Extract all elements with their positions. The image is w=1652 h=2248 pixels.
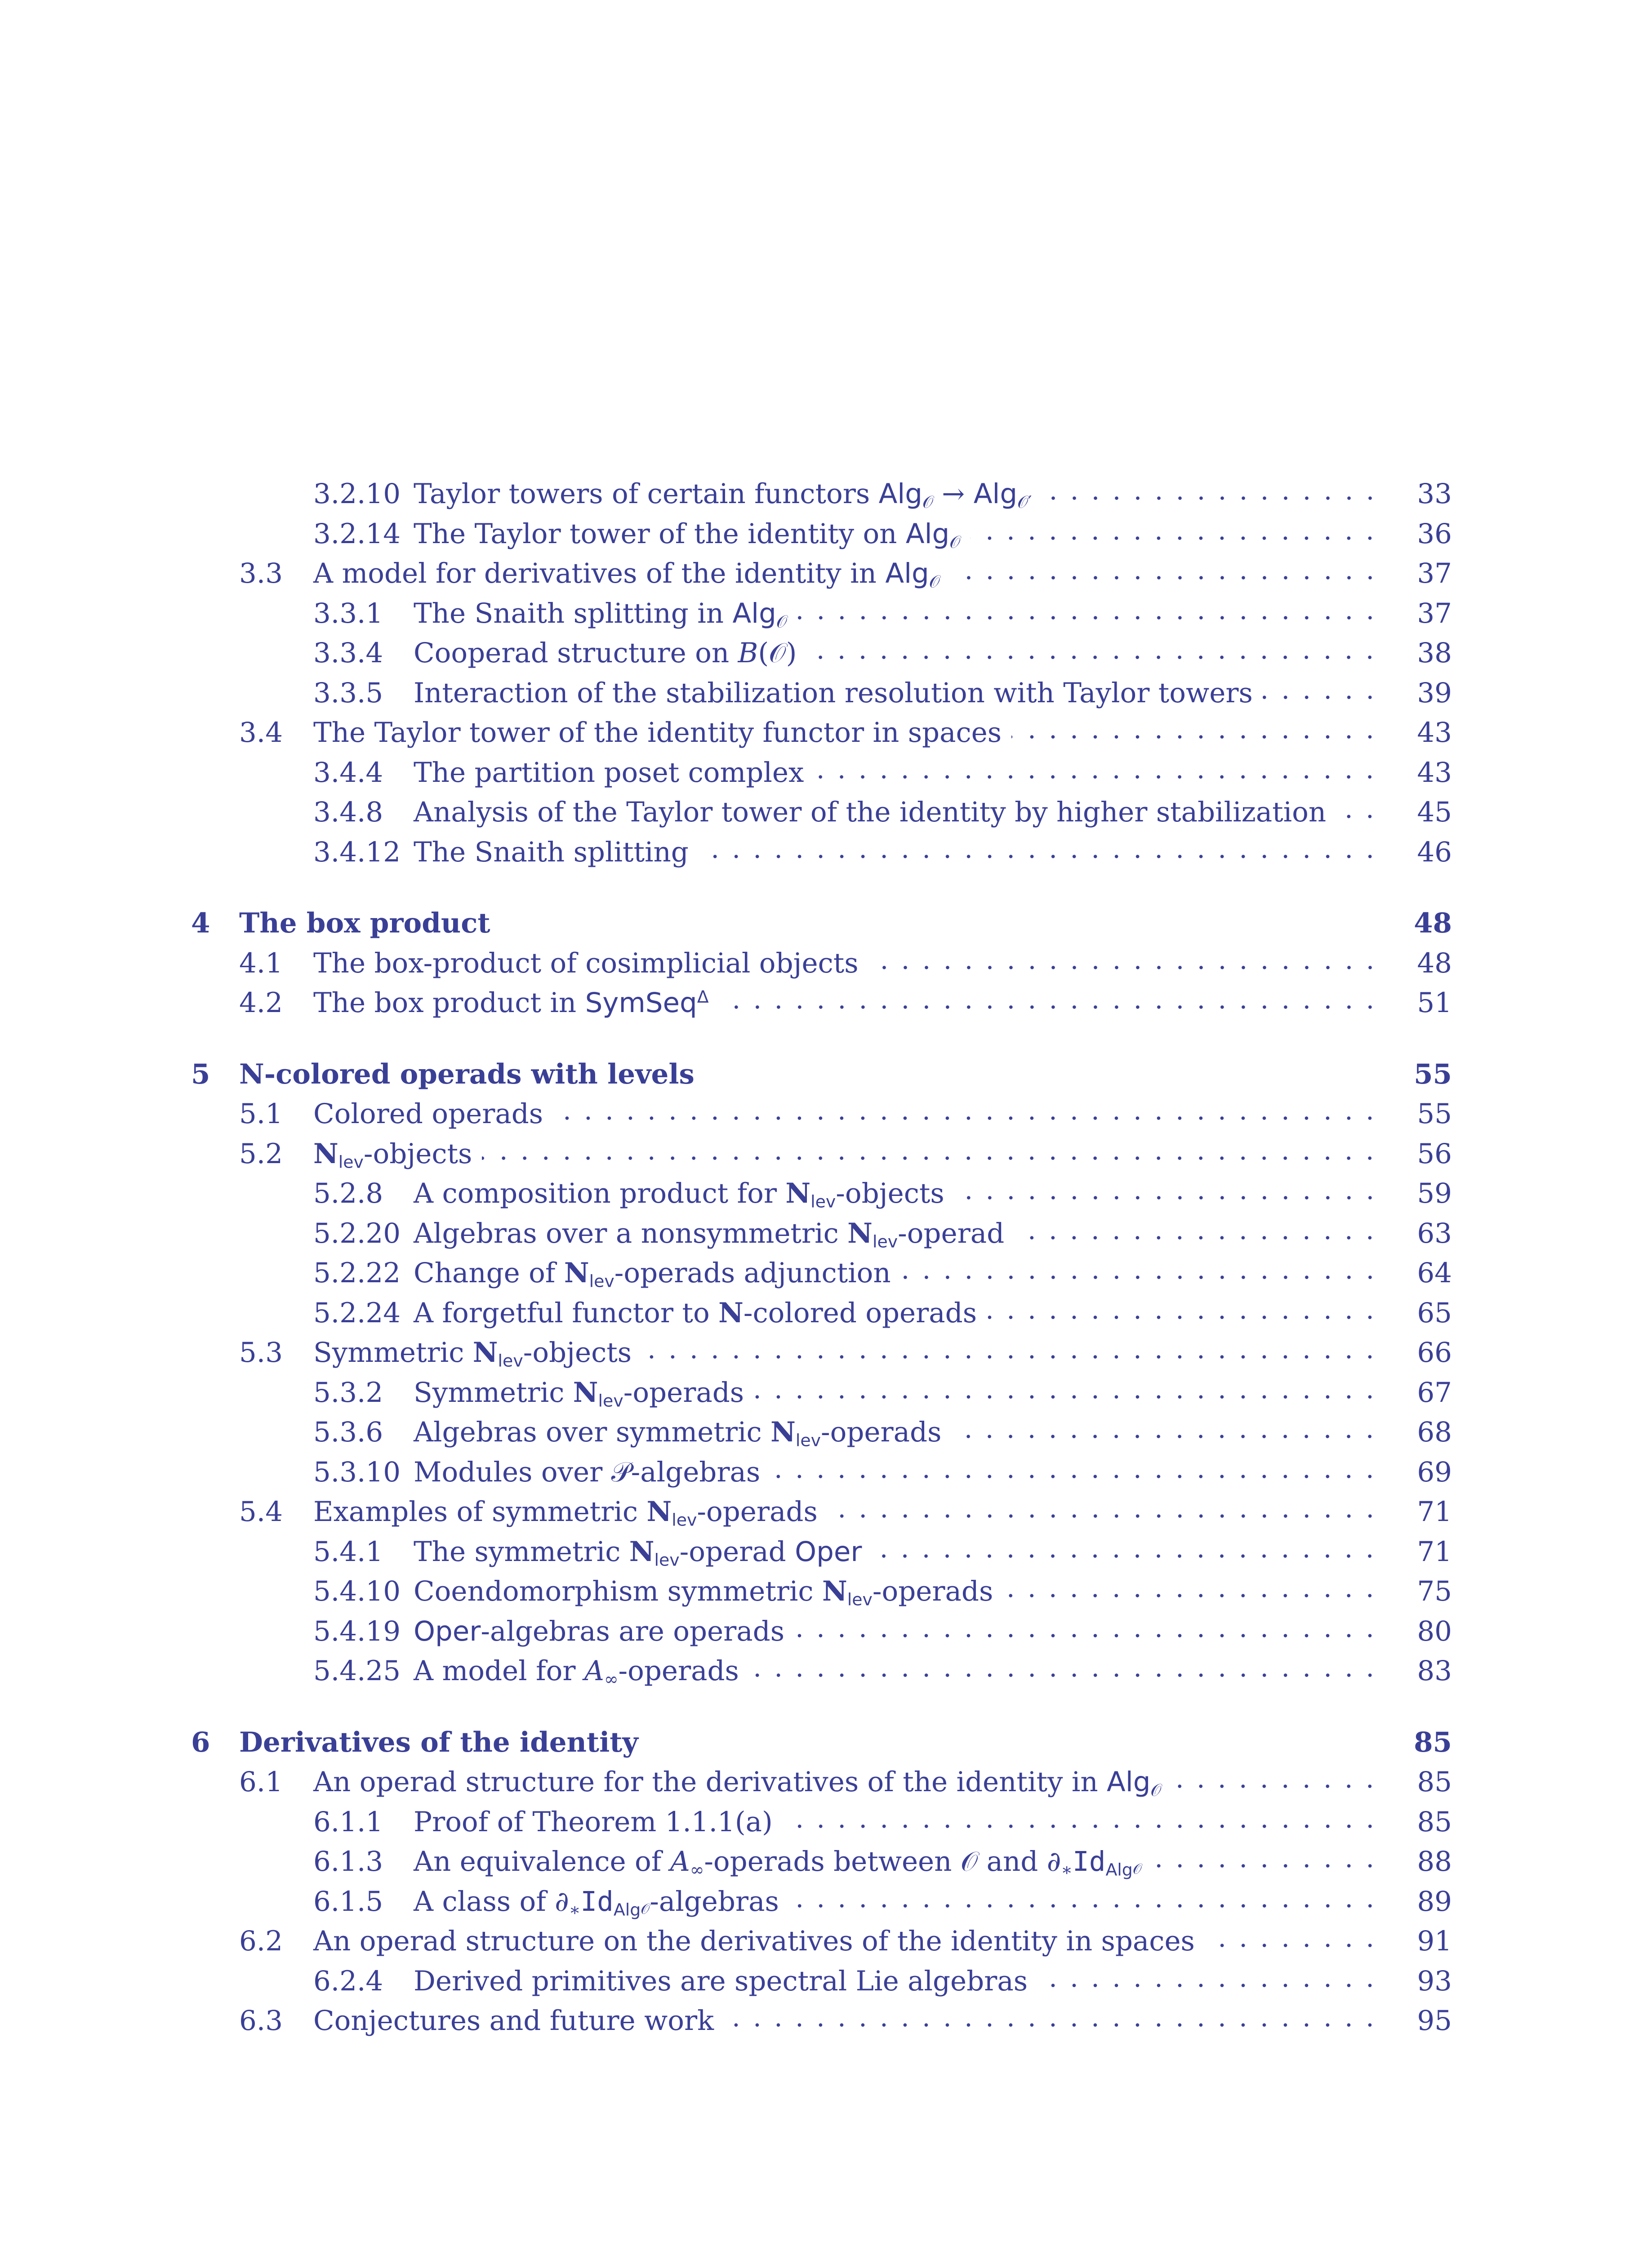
toc-entry-title bbox=[414, 674, 1383, 713]
toc-entry[interactable] bbox=[0, 1333, 1652, 1373]
title-fragment: -algebras bbox=[650, 1886, 779, 1918]
dot-leader bbox=[954, 1195, 1380, 1200]
title-fragment: Alg bbox=[905, 518, 950, 550]
toc-entry-title bbox=[313, 944, 1383, 983]
toc-entry-title bbox=[414, 474, 1383, 514]
toc-page-number: 85 bbox=[1417, 1766, 1452, 1798]
dot-leader bbox=[553, 1116, 1380, 1120]
title-fragment: Alg bbox=[732, 598, 776, 629]
title-fragment: 𝒪′ bbox=[1017, 492, 1032, 512]
toc-page-number: 43 bbox=[1417, 717, 1452, 749]
title-fragment: -operads bbox=[618, 1655, 739, 1687]
title-fragment: Taylor towers of certain functors bbox=[414, 478, 879, 510]
toc-entry-title bbox=[313, 983, 1383, 1023]
toc-entry[interactable] bbox=[0, 1413, 1652, 1452]
title-fragment: (𝒪) bbox=[758, 637, 797, 669]
toc-page-number: 89 bbox=[1417, 1886, 1452, 1918]
toc-page-number: 85 bbox=[1417, 1806, 1452, 1838]
toc-entry[interactable] bbox=[0, 1962, 1652, 2001]
dot-leader bbox=[641, 1355, 1380, 1359]
title-fragment: -objects bbox=[836, 1178, 944, 1209]
toc-entry-title bbox=[313, 2001, 1383, 2041]
title-fragment: → bbox=[933, 478, 974, 510]
toc-entry-number: 6.2.4 bbox=[313, 1965, 383, 1997]
dot-leader bbox=[1263, 695, 1380, 700]
title-fragment: N bbox=[564, 1257, 589, 1289]
title-fragment: lev bbox=[498, 1351, 523, 1371]
title-fragment: N bbox=[629, 1536, 655, 1568]
toc-entry[interactable] bbox=[0, 1762, 1652, 1802]
toc-entry-title bbox=[414, 1802, 1383, 1842]
toc-entry-number: 3.3.1 bbox=[313, 598, 383, 629]
title-fragment: Modules over bbox=[414, 1456, 611, 1488]
title-fragment: The Snaith splitting bbox=[414, 836, 689, 868]
toc-entry[interactable] bbox=[0, 944, 1652, 983]
toc-entry-number: 4 bbox=[191, 907, 210, 939]
dot-leader bbox=[970, 536, 1380, 540]
toc-entry-number: 3.2.14 bbox=[313, 518, 401, 550]
dot-leader bbox=[1003, 1593, 1380, 1598]
toc-page-number: 56 bbox=[1417, 1138, 1452, 1170]
title-fragment: N bbox=[770, 1416, 796, 1448]
toc-page-number: 48 bbox=[1414, 907, 1452, 939]
toc-entry-number: 5.2 bbox=[239, 1138, 283, 1170]
toc-entry-title bbox=[313, 1922, 1383, 1961]
toc-entry-number: 5.3 bbox=[239, 1337, 283, 1369]
toc-entry-title bbox=[414, 594, 1383, 633]
toc-entry-title bbox=[414, 833, 1383, 872]
title-fragment: An equivalence of bbox=[414, 1846, 670, 1878]
toc-entry-title bbox=[414, 1651, 1383, 1691]
toc-entry-title bbox=[414, 793, 1383, 832]
dot-leader bbox=[783, 1824, 1380, 1829]
toc-entry[interactable] bbox=[0, 1651, 1652, 1691]
title-fragment: The box product bbox=[239, 907, 490, 939]
dot-leader bbox=[724, 2023, 1380, 2027]
toc-page-number: 95 bbox=[1417, 2005, 1452, 2037]
toc-entry[interactable] bbox=[0, 1492, 1652, 1532]
title-fragment: Id bbox=[580, 1886, 614, 1918]
title-fragment: -operads bbox=[821, 1416, 942, 1448]
toc-page-number: 71 bbox=[1417, 1536, 1452, 1568]
toc-entry-number: 6.3 bbox=[239, 2005, 283, 2037]
title-fragment: The partition poset complex bbox=[414, 757, 804, 789]
toc-page-number: 55 bbox=[1417, 1098, 1452, 1130]
title-fragment: -operad bbox=[679, 1536, 795, 1568]
toc-entry[interactable] bbox=[0, 514, 1652, 554]
toc-entry[interactable] bbox=[0, 1293, 1652, 1333]
title-fragment: A model for derivatives of the identity in bbox=[313, 558, 886, 589]
dot-leader bbox=[1038, 1983, 1380, 1988]
toc-page-number: 71 bbox=[1417, 1496, 1452, 1528]
toc-entry[interactable] bbox=[0, 983, 1652, 1023]
title-fragment: Oper bbox=[414, 1615, 481, 1647]
toc-entry-title bbox=[313, 1094, 1383, 1134]
title-fragment: 𝒪 bbox=[776, 611, 787, 632]
toc-entry[interactable] bbox=[0, 1453, 1652, 1492]
dot-leader bbox=[1011, 735, 1380, 739]
toc-page-number: 63 bbox=[1417, 1218, 1452, 1249]
toc-entry-title bbox=[414, 514, 1383, 554]
toc-entry-number: 5.3.2 bbox=[313, 1377, 383, 1409]
toc-entry-title bbox=[414, 1174, 1383, 1213]
title-fragment: -operads adjunction bbox=[614, 1257, 891, 1289]
title-fragment: Alg bbox=[885, 558, 929, 589]
toc-page-number: 83 bbox=[1417, 1655, 1452, 1687]
toc-entry-title bbox=[313, 1492, 1383, 1532]
toc-entry-title bbox=[414, 1214, 1383, 1253]
title-fragment: -operads bbox=[872, 1575, 993, 1607]
toc-chapter-entry[interactable] bbox=[0, 1723, 1652, 1762]
dot-leader bbox=[806, 655, 1380, 660]
toc-page-number: 91 bbox=[1417, 1925, 1452, 1957]
title-fragment: Alg bbox=[973, 478, 1018, 510]
title-fragment: Conjectures and future work bbox=[313, 2005, 714, 2037]
toc-entry-title bbox=[414, 753, 1383, 793]
toc-entry[interactable] bbox=[0, 713, 1652, 753]
toc-entry-title bbox=[414, 633, 1383, 673]
toc-entry[interactable] bbox=[0, 1532, 1652, 1572]
dot-leader bbox=[699, 854, 1380, 859]
toc-entry[interactable] bbox=[0, 474, 1652, 514]
toc-page-number: 93 bbox=[1417, 1965, 1452, 1997]
toc-entry-title bbox=[414, 1882, 1383, 1922]
toc-chapter-entry[interactable] bbox=[0, 1055, 1652, 1094]
toc-entry-number: 3.3 bbox=[239, 558, 283, 589]
toc-page-number: 33 bbox=[1417, 478, 1452, 510]
toc-page-number: 55 bbox=[1414, 1058, 1452, 1090]
toc-entry[interactable] bbox=[0, 1612, 1652, 1651]
toc-entry-number: 6.1 bbox=[239, 1766, 283, 1798]
toc-entry-number: 3.4.12 bbox=[313, 836, 401, 868]
dot-leader bbox=[868, 965, 1380, 970]
title-fragment: lev bbox=[795, 1430, 821, 1450]
dot-leader bbox=[719, 1005, 1380, 1009]
toc-entry-number: 3.4.8 bbox=[313, 796, 383, 828]
toc-entry-number: 6.1.1 bbox=[313, 1806, 383, 1838]
dot-leader bbox=[1171, 1784, 1380, 1789]
toc-entry[interactable] bbox=[0, 1214, 1652, 1253]
title-fragment: N-colored operads with levels bbox=[239, 1058, 695, 1090]
dot-leader bbox=[1042, 496, 1380, 500]
toc-entry-number: 6.1.3 bbox=[313, 1846, 383, 1878]
title-fragment: Analysis of the Taylor tower of the identity by higher stabilization bbox=[414, 796, 1327, 828]
title-fragment: A composition product for bbox=[414, 1178, 786, 1209]
title-fragment: 𝒪 bbox=[922, 492, 933, 512]
toc-entry-number: 3.4 bbox=[239, 717, 283, 749]
title-fragment: N bbox=[785, 1178, 811, 1209]
dot-leader bbox=[789, 1904, 1380, 1908]
toc-entry-title bbox=[239, 904, 490, 943]
toc-entry-title bbox=[414, 1453, 1383, 1492]
dot-leader bbox=[754, 1395, 1380, 1399]
title-fragment: An operad structure on the derivatives of the identity in spaces bbox=[313, 1925, 1195, 1957]
title-fragment: N bbox=[822, 1575, 847, 1607]
toc-entry[interactable] bbox=[0, 1373, 1652, 1413]
toc-page-number: 37 bbox=[1417, 598, 1452, 629]
title-fragment: N bbox=[646, 1496, 672, 1528]
toc-chapter-entry[interactable] bbox=[0, 904, 1652, 943]
title-fragment: Δ bbox=[697, 987, 709, 1007]
toc-entry-number: 5.4.1 bbox=[313, 1536, 383, 1568]
toc-entry-title bbox=[313, 713, 1383, 753]
title-fragment: N bbox=[573, 1377, 598, 1409]
dot-leader bbox=[1152, 1864, 1380, 1868]
title-fragment: Interaction of the stabilization resolution with Taylor towers bbox=[414, 677, 1253, 709]
dot-leader bbox=[814, 775, 1380, 779]
title-fragment: The Snaith splitting in bbox=[414, 598, 733, 629]
toc-entry-title bbox=[313, 1762, 1383, 1802]
title-fragment: 𝒫 bbox=[611, 1456, 631, 1488]
toc-page-number: 65 bbox=[1417, 1297, 1452, 1329]
toc-entry-title bbox=[313, 1333, 1383, 1373]
toc-entry-title bbox=[313, 1134, 1383, 1174]
dot-leader bbox=[950, 575, 1380, 580]
dot-leader bbox=[749, 1673, 1380, 1677]
title-fragment: 𝒪 bbox=[949, 532, 961, 552]
dot-leader bbox=[951, 1434, 1380, 1439]
title-fragment: N bbox=[847, 1218, 873, 1249]
title-fragment: Oper bbox=[795, 1536, 862, 1568]
dot-leader bbox=[1336, 814, 1380, 819]
title-fragment: A bbox=[584, 1655, 604, 1687]
title-fragment: ∗ bbox=[569, 1900, 581, 1920]
title-fragment: Cooperad structure on bbox=[414, 637, 738, 669]
title-fragment: Algebras over a nonsymmetric bbox=[414, 1218, 848, 1249]
toc-entry-number: 3.3.5 bbox=[313, 677, 383, 709]
toc-entry-number: 4.2 bbox=[239, 987, 283, 1019]
title-fragment: N bbox=[313, 1138, 338, 1170]
toc-entry-number: 6 bbox=[191, 1726, 210, 1758]
toc-entry[interactable] bbox=[0, 1134, 1652, 1174]
toc-entry-title bbox=[239, 1055, 695, 1094]
title-fragment: Alg bbox=[1107, 1766, 1151, 1798]
toc-page-number: 85 bbox=[1414, 1726, 1452, 1758]
title-fragment: Algebras over symmetric bbox=[414, 1416, 771, 1448]
toc-entry[interactable] bbox=[0, 1253, 1652, 1293]
title-fragment: Examples of symmetric bbox=[313, 1496, 647, 1528]
toc-entry-title bbox=[239, 1723, 638, 1762]
toc-page-number: 51 bbox=[1417, 987, 1452, 1019]
toc-entry-number: 5.2.20 bbox=[313, 1218, 401, 1249]
dot-leader bbox=[901, 1275, 1380, 1280]
toc-page-number: 64 bbox=[1417, 1257, 1452, 1289]
title-fragment: Derivatives of the identity bbox=[239, 1726, 638, 1758]
toc-entry[interactable] bbox=[0, 1094, 1652, 1134]
title-fragment: SymSeq bbox=[585, 987, 697, 1019]
toc-page-number: 68 bbox=[1417, 1416, 1452, 1448]
title-fragment: lev bbox=[598, 1391, 623, 1411]
toc-entry[interactable] bbox=[0, 674, 1652, 713]
toc-entry-number: 5 bbox=[191, 1058, 210, 1090]
title-fragment: -operads bbox=[697, 1496, 818, 1528]
title-fragment: The box product in bbox=[313, 987, 585, 1019]
toc-entry-number: 5.4.10 bbox=[313, 1575, 401, 1607]
title-fragment: 𝒪 bbox=[1132, 1861, 1142, 1878]
title-fragment: Change of bbox=[414, 1257, 564, 1289]
title-fragment: A model for bbox=[414, 1655, 584, 1687]
toc-page-number: 75 bbox=[1417, 1575, 1452, 1607]
dot-leader bbox=[987, 1315, 1380, 1320]
dot-leader bbox=[794, 1633, 1380, 1638]
toc-entry[interactable] bbox=[0, 1922, 1652, 1961]
title-fragment: lev bbox=[810, 1191, 836, 1212]
dot-leader bbox=[1205, 1943, 1380, 1948]
title-fragment: lev bbox=[654, 1550, 680, 1570]
title-fragment: A class of ∂ bbox=[414, 1886, 569, 1918]
toc-page-number: 66 bbox=[1417, 1337, 1452, 1369]
toc-entry[interactable] bbox=[0, 793, 1652, 832]
title-fragment: -colored operads bbox=[743, 1297, 977, 1329]
toc-entry-number: 6.1.5 bbox=[313, 1886, 383, 1918]
toc-entry-title bbox=[414, 1253, 1383, 1293]
title-fragment: N bbox=[472, 1337, 498, 1369]
title-fragment: Symmetric bbox=[414, 1377, 573, 1409]
toc-page-number: 38 bbox=[1417, 637, 1452, 669]
toc-entry-number: 4.1 bbox=[239, 947, 283, 979]
toc-entry-title bbox=[414, 1293, 1383, 1333]
toc-entry-title bbox=[414, 1373, 1383, 1413]
toc-entry-title bbox=[414, 1572, 1383, 1611]
title-fragment: Coendomorphism symmetric bbox=[414, 1575, 822, 1607]
toc-entry-title bbox=[414, 1842, 1383, 1882]
title-fragment: -objects bbox=[363, 1138, 472, 1170]
toc-page-number: 46 bbox=[1417, 836, 1452, 868]
toc-entry[interactable] bbox=[0, 1174, 1652, 1213]
toc-page-number: 48 bbox=[1417, 947, 1452, 979]
title-fragment: lev bbox=[338, 1152, 364, 1172]
title-fragment: lev bbox=[672, 1510, 697, 1530]
toc-page-number: 39 bbox=[1417, 677, 1452, 709]
toc-entry-title bbox=[313, 554, 1383, 593]
toc-entry-title bbox=[414, 1413, 1383, 1452]
title-fragment: -operads bbox=[623, 1377, 744, 1409]
toc-page-number: 67 bbox=[1417, 1377, 1452, 1409]
dot-leader bbox=[872, 1554, 1380, 1558]
toc-entry[interactable] bbox=[0, 594, 1652, 633]
toc-entry-number: 5.2.22 bbox=[313, 1257, 401, 1289]
title-fragment: B bbox=[738, 637, 758, 669]
title-fragment: Proof of Theorem 1.1.1(a) bbox=[414, 1806, 773, 1838]
toc-entry-number: 3.3.4 bbox=[313, 637, 383, 669]
toc-entry-number: 5.3.10 bbox=[313, 1456, 401, 1488]
toc-page-number: 36 bbox=[1417, 518, 1452, 550]
toc-page-number: 37 bbox=[1417, 558, 1452, 589]
toc-entry-number: 5.1 bbox=[239, 1098, 283, 1130]
title-fragment: A forgetful functor to bbox=[414, 1297, 719, 1329]
title-fragment: Symmetric bbox=[313, 1337, 473, 1369]
toc-entry[interactable] bbox=[0, 633, 1652, 673]
title-fragment: ∞ bbox=[604, 1669, 619, 1689]
toc-page-number: 80 bbox=[1417, 1615, 1452, 1647]
title-fragment: ∗ bbox=[1061, 1860, 1073, 1880]
title-fragment: The Taylor tower of the identity on bbox=[414, 518, 906, 550]
title-fragment: -algebras bbox=[631, 1456, 761, 1488]
toc-entry[interactable] bbox=[0, 2001, 1652, 2041]
title-fragment: 𝒪 bbox=[641, 1901, 650, 1918]
title-fragment: Id bbox=[1072, 1846, 1106, 1878]
title-fragment: Alg bbox=[613, 1900, 641, 1920]
toc-entry[interactable] bbox=[0, 833, 1652, 872]
dot-leader bbox=[482, 1156, 1380, 1160]
toc-entry-title bbox=[414, 1612, 1383, 1651]
title-fragment: Alg bbox=[878, 478, 922, 510]
dot-leader bbox=[770, 1474, 1380, 1479]
title-fragment: -algebras are operads bbox=[481, 1615, 785, 1647]
title-fragment: 𝒪 bbox=[1150, 1780, 1162, 1800]
toc-entry[interactable] bbox=[0, 554, 1652, 593]
toc-entry[interactable] bbox=[0, 1842, 1652, 1882]
title-fragment: lev bbox=[872, 1231, 898, 1252]
toc-entry-title bbox=[414, 1962, 1383, 2001]
toc-entry-number: 6.2 bbox=[239, 1925, 283, 1957]
toc-entry-title bbox=[414, 1532, 1383, 1572]
toc-entry-number: 5.4.25 bbox=[313, 1655, 401, 1687]
toc-page-number: 69 bbox=[1417, 1456, 1452, 1488]
toc-page-number: 45 bbox=[1417, 796, 1452, 828]
toc-page-number: 43 bbox=[1417, 757, 1452, 789]
dot-leader bbox=[828, 1514, 1380, 1518]
toc-entry-number: 3.2.10 bbox=[313, 478, 401, 510]
title-fragment: The box-product of cosimplicial objects bbox=[313, 947, 859, 979]
toc-entry-number: 5.3.6 bbox=[313, 1416, 383, 1448]
toc-entry[interactable] bbox=[0, 1802, 1652, 1842]
title-fragment: -objects bbox=[523, 1337, 632, 1369]
title-fragment: lev bbox=[589, 1271, 614, 1291]
toc-entry-number: 5.4.19 bbox=[313, 1615, 401, 1647]
toc-page-number: 88 bbox=[1417, 1846, 1452, 1878]
toc-entry-number: 5.2.24 bbox=[313, 1297, 401, 1329]
title-fragment: -operad bbox=[898, 1218, 1005, 1249]
title-fragment: N bbox=[718, 1297, 744, 1329]
dot-leader bbox=[797, 616, 1380, 620]
toc-entry[interactable] bbox=[0, 753, 1652, 793]
toc-entry-number: 5.4 bbox=[239, 1496, 283, 1528]
title-fragment: Alg bbox=[1105, 1860, 1133, 1880]
title-fragment: lev bbox=[847, 1589, 873, 1610]
title-fragment: ∞ bbox=[690, 1860, 704, 1880]
toc-page-number: 59 bbox=[1417, 1178, 1452, 1209]
title-fragment: The Taylor tower of the identity functor in spaces bbox=[313, 717, 1002, 749]
toc-entry-number: 3.4.4 bbox=[313, 757, 383, 789]
title-fragment: Derived primitives are spectral Lie algebras bbox=[414, 1965, 1028, 1997]
dot-leader bbox=[1014, 1236, 1380, 1240]
title-fragment: 𝒪 bbox=[929, 571, 940, 592]
title-fragment: An operad structure for the derivatives of the identity in bbox=[313, 1766, 1107, 1798]
title-fragment: The symmetric bbox=[414, 1536, 629, 1568]
table-of-contents bbox=[0, 474, 1652, 2048]
title-fragment: Colored operads bbox=[313, 1098, 543, 1130]
toc-entry[interactable] bbox=[0, 1882, 1652, 1922]
title-fragment: -operads between 𝒪 and ∂ bbox=[704, 1846, 1061, 1878]
toc-entry-number: 5.2.8 bbox=[313, 1178, 383, 1209]
title-fragment: A bbox=[670, 1846, 690, 1878]
toc-entry[interactable] bbox=[0, 1572, 1652, 1611]
